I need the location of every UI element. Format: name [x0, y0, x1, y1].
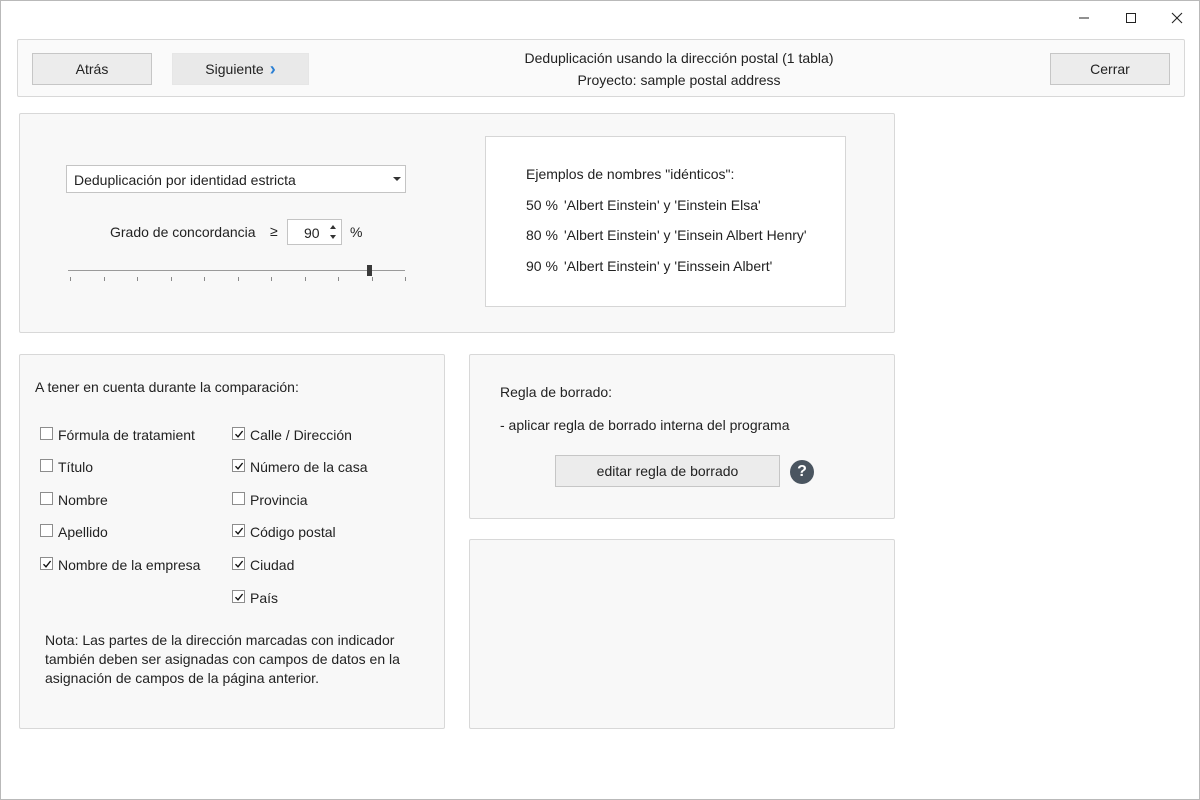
slider-tick — [405, 277, 406, 281]
checkbox-postal-code[interactable] — [232, 524, 245, 537]
checkbox-salutation[interactable] — [40, 427, 53, 440]
back-button[interactable]: Atrás — [32, 53, 152, 85]
checkbox-company[interactable] — [40, 557, 53, 570]
checkmark-icon — [234, 592, 244, 602]
slider-thumb[interactable] — [367, 265, 372, 276]
slider-tick — [70, 277, 71, 281]
slider-track — [68, 270, 405, 271]
checkbox-country[interactable] — [232, 590, 245, 603]
checkbox-street[interactable] — [232, 427, 245, 440]
project-name: Proyecto: sample postal address — [577, 72, 781, 88]
empty-panel — [469, 539, 895, 729]
checkbox-province[interactable] — [232, 492, 245, 505]
maximize-icon[interactable] — [1119, 7, 1143, 29]
checkbox-label: Provincia — [250, 492, 308, 508]
delete-rule-heading: Regla de borrado: — [500, 384, 613, 400]
next-button[interactable] — [172, 53, 309, 85]
match-degree-spinner[interactable] — [287, 219, 342, 245]
wizard-title: Deduplicación usando la dirección postal (1 tabla) — [524, 50, 834, 66]
slider-tick — [171, 277, 172, 281]
checkbox-label: Número de la casa — [250, 459, 368, 475]
checkbox-title[interactable] — [40, 459, 53, 472]
slider-tick — [204, 277, 205, 281]
minimize-icon[interactable] — [1072, 7, 1096, 29]
checkmark-icon — [234, 559, 244, 569]
checkbox-label: Código postal — [250, 524, 336, 540]
checkbox-label: Ciudad — [250, 557, 295, 573]
dropdown-arrow-icon — [393, 177, 401, 181]
example-pct: 90 % — [526, 258, 558, 274]
minimize-glyph — [1078, 12, 1090, 24]
example-text: 'Albert Einstein' y 'Einstein Elsa' — [564, 197, 761, 213]
checkmark-icon — [42, 559, 52, 569]
comparison-note: asignación de campos de la página anterior. — [45, 670, 319, 686]
close-icon[interactable] — [1165, 7, 1189, 29]
mode-dropdown[interactable] — [66, 165, 406, 193]
checkbox-house-number[interactable] — [232, 459, 245, 472]
checkbox-first-name[interactable] — [40, 492, 53, 505]
spin-down-icon[interactable] — [330, 235, 336, 239]
edit-delete-rule-button[interactable]: editar regla de borrado — [555, 455, 780, 487]
checkbox-city[interactable] — [232, 557, 245, 570]
checkmark-icon — [234, 526, 244, 536]
example-text: 'Albert Einstein' y 'Einssein Albert' — [564, 258, 773, 274]
spin-up-icon[interactable] — [330, 225, 336, 229]
example-text: 'Albert Einstein' y 'Einsein Albert Henry' — [564, 227, 807, 243]
comparison-note: también deben ser asignadas con campos de datos en la — [45, 651, 400, 667]
chevron-right-icon: › — [269, 59, 276, 79]
slider-tick — [305, 277, 306, 281]
slider-tick — [104, 277, 105, 281]
checkbox-label: Calle / Dirección — [250, 427, 352, 443]
checkbox-label: Nombre de la empresa — [58, 557, 201, 573]
match-operator: ≥ — [270, 223, 278, 239]
checkmark-icon — [234, 429, 244, 439]
checkbox-label: Título — [58, 459, 94, 475]
match-degree-value: 90 — [304, 225, 320, 241]
slider-tick — [338, 277, 339, 281]
slider-tick — [238, 277, 239, 281]
examples-heading: Ejemplos de nombres "idénticos": — [526, 166, 735, 182]
example-pct: 80 % — [526, 227, 558, 243]
close-button[interactable]: Cerrar — [1050, 53, 1170, 85]
example-pct: 50 % — [526, 197, 558, 213]
maximize-glyph — [1125, 12, 1137, 24]
checkbox-label: Fórmula de tratamient — [58, 427, 195, 443]
checkbox-label: País — [250, 590, 279, 606]
close-glyph — [1171, 12, 1183, 24]
examples-box — [485, 136, 846, 307]
slider-tick — [137, 277, 138, 281]
match-unit: % — [350, 224, 363, 240]
slider-tick — [372, 277, 373, 281]
comparison-heading: A tener en cuenta durante la comparación: — [35, 379, 299, 395]
help-icon[interactable]: ? — [790, 460, 814, 484]
mode-dropdown-value: Deduplicación por identidad estricta — [74, 172, 296, 188]
checkmark-icon — [234, 461, 244, 471]
match-slider[interactable] — [68, 263, 405, 285]
comparison-note: Nota: Las partes de la dirección marcadas con indicador — [45, 632, 395, 648]
checkbox-last-name[interactable] — [40, 524, 53, 537]
delete-rule-description: - aplicar regla de borrado interna del programa — [500, 417, 790, 433]
delete-rule-panel — [469, 354, 895, 519]
match-degree-label: Grado de concordancia — [110, 224, 256, 240]
checkbox-label: Apellido — [58, 524, 108, 540]
slider-tick — [271, 277, 272, 281]
next-button-label: Siguiente — [205, 61, 264, 77]
checkbox-label: Nombre — [58, 492, 108, 508]
